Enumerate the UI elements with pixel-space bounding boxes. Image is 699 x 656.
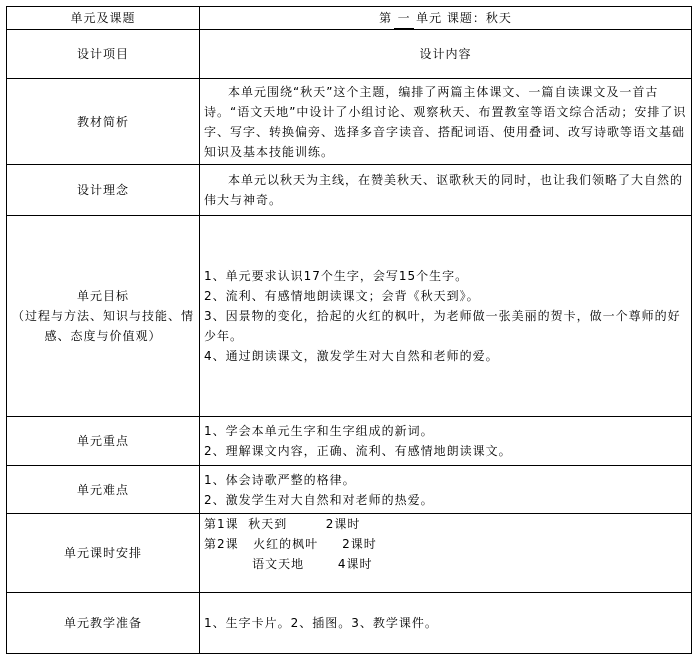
difficulty-item: 2、激发学生对大自然和对老师的热爱。 (204, 492, 434, 507)
difficulty-item: 1、体会诗歌严整的格律。 (204, 472, 356, 487)
unit-plan-table (6, 6, 692, 654)
design-content-label: 设计内容 (200, 30, 692, 79)
concept-cell (200, 165, 692, 216)
focus-item: 2、理解课文内容，正确、流利、有感情地朗读课文。 (204, 444, 512, 458)
schedule-cell (200, 514, 692, 593)
unit-title-prefix: 第 (379, 10, 393, 25)
textbook-label: 教材简析 (7, 79, 200, 165)
lesson-plan-document (6, 6, 692, 654)
goal-item: 3、因景物的变化，拾起的火红的枫叶，为老师做一张美丽的贺卡，做一个尊师的好少年。 (204, 309, 681, 343)
goals-cell (200, 216, 692, 417)
goals-label-cell (7, 216, 200, 417)
design-item-label: 设计项目 (7, 30, 200, 79)
prep-row (7, 593, 692, 654)
goal-item: 2、流利、有感情地朗读课文；会背《秋天到》。 (204, 289, 480, 303)
unit-number: 一 (394, 8, 414, 29)
unit-title-suffix: 单元 课题：秋天 (416, 10, 512, 25)
goals-sublabel: （过程与方法、知识与技能、情感、态度与价值观） (11, 309, 194, 343)
difficulty-row (7, 466, 692, 514)
design-row (7, 30, 692, 79)
unit-title (200, 7, 692, 30)
difficulty-label: 单元难点 (7, 466, 200, 514)
schedule-item: 语文天地 4课时 (204, 557, 373, 571)
header-row (7, 7, 692, 30)
textbook-cell (200, 79, 692, 165)
header-label: 单元及课题 (7, 7, 200, 30)
textbook-text: 本单元围绕“秋天”这个主题，编排了两篇主体课文、一篇自读课文及一首古诗。“语文天地”中设计了小组讨论、观察秋天、布置教室等语文综合活动；安排了识字、写字、转换偏旁、选择多音字读音、搭配词语、使用叠词、改写诗歌等语文基础知识及基本技能训练。 (204, 84, 687, 159)
textbook-row (7, 79, 692, 165)
goal-item: 4、通过朗读课文，激发学生对大自然和老师的爱。 (204, 349, 499, 363)
concept-row (7, 165, 692, 216)
difficulty-cell (200, 466, 692, 514)
goal-item: 1、单元要求认识17个生字，会写15个生字。 (204, 269, 469, 283)
prep-label: 单元教学准备 (7, 593, 200, 654)
schedule-row (7, 514, 692, 593)
schedule-item: 第2课 火红的枫叶 2课时 (204, 537, 377, 551)
concept-text: 本单元以秋天为主线，在赞美秋天、讴歌秋天的同时，也让我们领略了大自然的伟大与神奇。 (204, 173, 684, 207)
focus-row (7, 417, 692, 466)
goals-label: 单元目标 (76, 289, 129, 303)
focus-cell (200, 417, 692, 466)
schedule-label: 单元课时安排 (7, 514, 200, 593)
prep-text: 1、生字卡片。2、插图。3、教学课件。 (200, 593, 692, 654)
focus-label: 单元重点 (7, 417, 200, 466)
goals-row (7, 216, 692, 417)
focus-item: 1、学会本单元生字和生字组成的新词。 (204, 424, 434, 438)
schedule-item: 第1课 秋天到 2课时 (204, 517, 361, 531)
concept-label: 设计理念 (7, 165, 200, 216)
